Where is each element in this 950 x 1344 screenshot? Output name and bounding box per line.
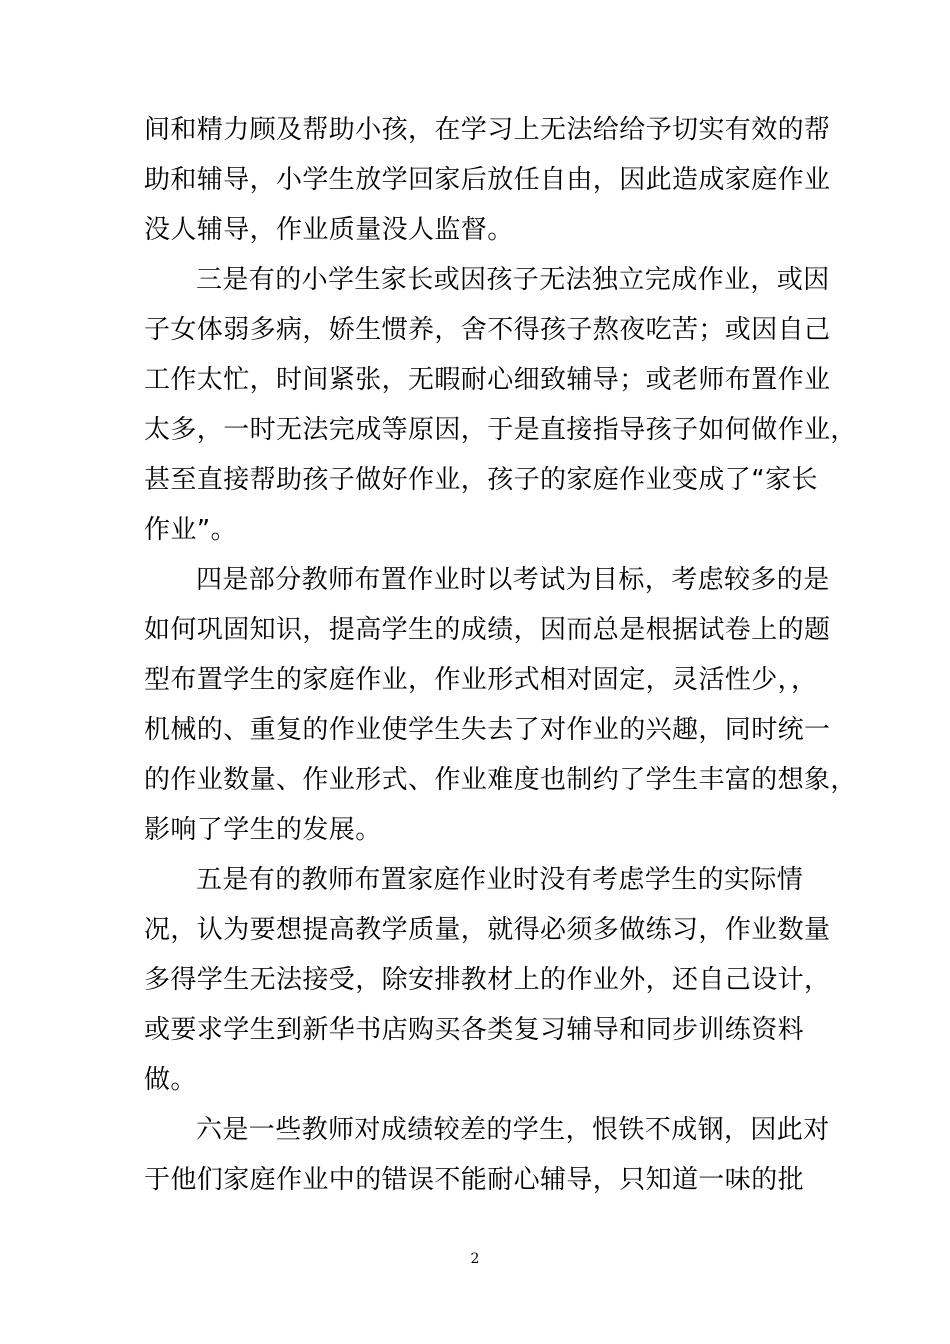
paragraph-start-line: 三是有的小学生家长或因孩子无法独立完成作业，或因 bbox=[196, 265, 830, 295]
text-line: 助和辅导，小学生放学回家后放任自由，因此造成家庭作业 bbox=[144, 165, 831, 195]
text-line: 于他们家庭作业中的错误不能耐心辅导，只知道一味的批 bbox=[144, 1165, 805, 1195]
text-line: 甚至直接帮助孩子做好作业，孩子的家庭作业变成了“家长 bbox=[144, 465, 818, 495]
text-line: 间和精力顾及帮助小孩，在学习上无法给给予切实有效的帮 bbox=[144, 115, 831, 145]
text-line: 做。 bbox=[144, 1065, 197, 1095]
text-line: 太多，一时无法完成等原因，于是直接指导孩子如何做作业， bbox=[144, 415, 857, 445]
text-line: 如何巩固知识，提高学生的成绩，因而总是根据试卷上的题 bbox=[144, 615, 831, 645]
paragraph-start-line: 五是有的教师布置家庭作业时没有考虑学生的实际情 bbox=[196, 865, 804, 895]
text-line: 子女体弱多病，娇生惯养，舍不得孩子熬夜吃苦；或因自己 bbox=[144, 315, 831, 345]
text-line: 或要求学生到新华书店购买各类复习辅导和同步训练资料 bbox=[144, 1015, 805, 1045]
text-line: 作业”。 bbox=[144, 515, 238, 545]
text-line: 况，认为要想提高教学质量，就得必须多做练习，作业数量 bbox=[144, 915, 831, 945]
text-line: 型布置学生的家庭作业，作业形式相对固定，灵活性少，， bbox=[144, 665, 818, 695]
text-line: 机械的、重复的作业使学生失去了对作业的兴趣，同时统一 bbox=[144, 715, 831, 745]
text-line: 工作太忙，时间紧张，无暇耐心细致辅导；或老师布置作业 bbox=[144, 365, 831, 395]
text-line: 影响了学生的发展。 bbox=[144, 815, 382, 845]
page-number: 2 bbox=[470, 1251, 480, 1267]
text-line: 没人辅导，作业质量没人监督。 bbox=[144, 215, 514, 245]
paragraph-start-line: 四是部分教师布置作业时以考试为目标，考虑较多的是 bbox=[196, 565, 830, 595]
text-line: 多得学生无法接受，除安排教材上的作业外，还自己设计， bbox=[144, 965, 831, 995]
paragraph-start-line: 六是一些教师对成绩较差的学生，恨铁不成钢，因此对 bbox=[196, 1115, 830, 1145]
text-line: 的作业数量、作业形式、作业难度也制约了学生丰富的想象， bbox=[144, 765, 857, 795]
